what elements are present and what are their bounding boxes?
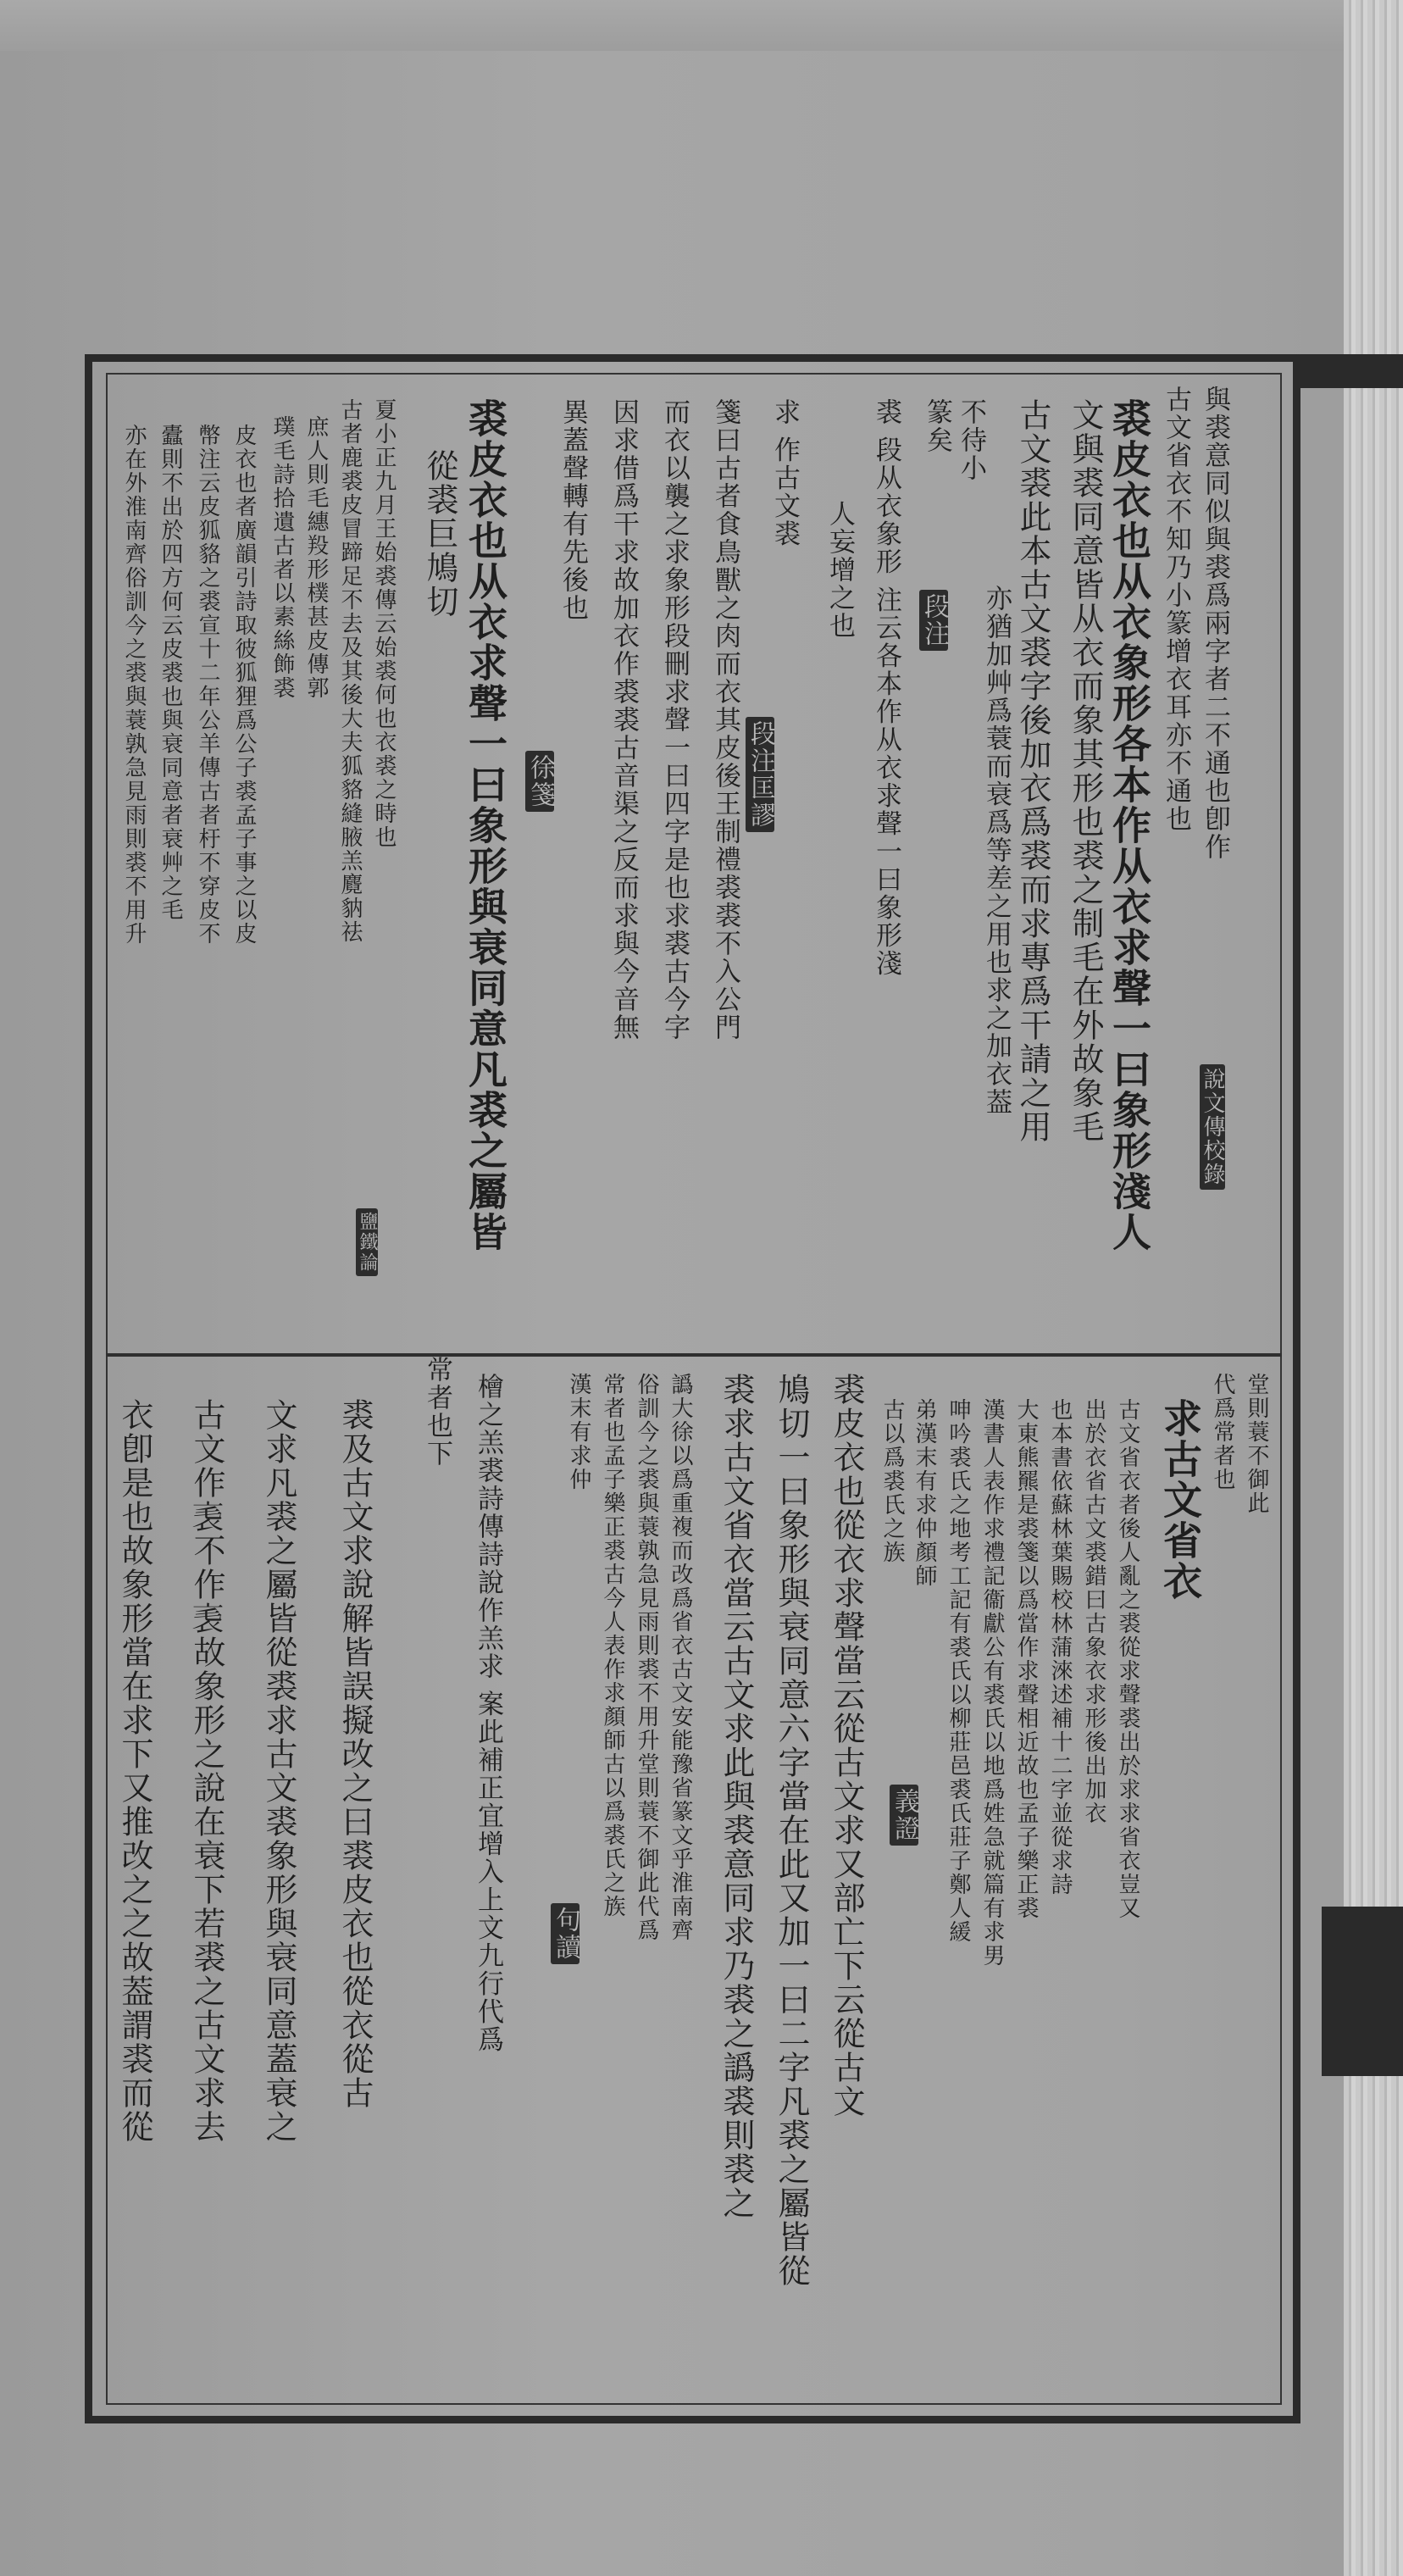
lower-col-2: 代爲常者也	[1210, 1373, 1235, 1491]
lower-col-3: 求古文省衣	[1157, 1398, 1203, 1602]
upper-col-12: 裘皮衣也从衣求聲一曰象形與衰同意凡裘之屬皆	[463, 398, 508, 1252]
upper-col-14: 夏小正九月王始裘傳云始裘何也衣裘之時也	[371, 398, 396, 849]
upper-col-18: 皮衣也者廣韻引詩取彼狐狸爲公子裘孟子事之以皮	[231, 424, 257, 946]
lower-col-22: 文求凡裘之屬皆從裘求古文裘象形與衰同意蓋衰之	[260, 1398, 297, 2144]
lower-col-1: 堂則蓑不御此	[1244, 1373, 1269, 1515]
lower-col-10: 弟漢末有求仲顏師	[912, 1398, 937, 1588]
upper-col-15: 古者鹿裘皮冒蹄足不去及其後大夫狐貉縫腋羔麑豽祛	[337, 398, 363, 944]
lower-col-23: 古文作𧘝不作𧘝故象形之說在衰下若裘之古文求去	[188, 1398, 225, 2144]
upper-col-8: 箋曰古者食鳥獸之肉而衣其皮後王制禮裘裘不入公門	[710, 398, 740, 1041]
lower-col-9: 呻吟裘氏之地考工記有裘氏以柳莊邑裘氏莊子鄭人緩	[946, 1398, 971, 1944]
upper-col-5: 裘 段从衣象形 注云各本作从衣求聲一曰象形淺	[871, 398, 901, 978]
lower-col-16: 俗訓今之裘與蓑孰急見雨則裘不用升堂則蓑不御此代爲	[634, 1373, 659, 1942]
upper-col-3b: 亦猶加艸爲蓑而衰爲等差之用也求之加衣葢	[981, 585, 1012, 1116]
lower-col-18: 漢末有求仲	[566, 1373, 591, 1491]
top-right-line-2: 古文省衣不知乃小篆增衣耳亦不通也	[1161, 386, 1191, 833]
lower-col-20: 常者也下	[422, 1356, 452, 1468]
jiaozhu-badge: 段注匡謬	[746, 712, 774, 837]
judu-badge: 句讀	[551, 1898, 580, 1969]
upper-col-16: 庶人則毛繐羖形樸甚皮傳郭	[303, 415, 329, 700]
upper-col-19: 幣注云皮狐貉之裘宣十二年公羊傳古者杅不穿皮不	[195, 424, 220, 946]
lower-col-24: 衣卽是也故象形當在求下又推改之之故葢謂裘而從	[116, 1398, 153, 2144]
upper-col-11: 異蓋聲轉有先後也	[557, 398, 588, 622]
upper-col-10: 因求借爲干求故加衣作裘裘古音渠之反而求與今音無	[608, 398, 639, 1041]
upper-col-9: 而衣以襲之求象形段刪求聲一曰四字是也求裘古今字	[659, 398, 690, 1041]
lower-col-5: 出於衣省古文裘錯曰古象衣求形後出加衣	[1081, 1398, 1106, 1825]
yizheng-badge: 義證	[890, 1779, 918, 1851]
upper-col-4b: 篆矣	[922, 398, 952, 454]
lower-col-19: 檜之羔裘詩傳詩說作羔求 案此補正宜增入上文九行代爲	[473, 1373, 503, 2054]
lower-col-6: 也本書依蘇林葉賜校林蒲淶述補十二字並從求詩	[1047, 1398, 1073, 1896]
upper-col-20: 蠹則不出於四方何云皮裘也與衰同意者衰艸之毛	[158, 424, 183, 922]
lower-col-17: 常者也孟子樂正裘古今人表作求顏師古以爲裘氏之族	[600, 1373, 625, 1918]
page-top-margin	[0, 0, 1403, 51]
upper-col-7: 求 作古文裘	[769, 398, 800, 548]
lower-col-8: 漢書人表作求禮記衞獻公有裘氏以地爲姓急就篇有求男	[979, 1398, 1005, 1968]
upper-col-6: 人妄增之也	[824, 500, 855, 640]
upper-col-4: 不待小	[956, 398, 986, 482]
lower-col-21: 裘及古文求說解皆誤擬改之曰裘皮衣也從衣從古	[336, 1398, 374, 2110]
upper-col-21: 亦在外淮南齊俗訓今之裘與蓑孰急見雨則裘不用升	[121, 424, 147, 946]
top-right-line-1: 與裘意同似與裘爲兩字者二不通也卽作	[1200, 386, 1230, 861]
lower-col-14: 裘求古文省衣當云古文求此與裘意同求乃裘之譌裘則裘之	[718, 1373, 755, 2220]
upper-col-1: 裘皮衣也从衣象形各本作从衣求聲一曰象形淺人	[1106, 398, 1152, 1252]
lower-col-13: 鳩切一曰象形與衰同意六字當在此又加一曰二字凡裘之屬皆從	[773, 1373, 810, 2288]
duan-badge: 段注	[919, 585, 948, 656]
lower-col-15: 譌大徐以爲重複而改爲省衣古文安能豫省篆文乎淮南齊	[668, 1373, 693, 1942]
tielun-badge: 鹽鐵論	[356, 1203, 378, 1281]
section-divider	[106, 1353, 1282, 1357]
page-tab-top	[1296, 354, 1403, 388]
lower-col-11: 古以爲裘氏之族	[879, 1398, 905, 1564]
page-tab-bottom	[1322, 1907, 1403, 2076]
upper-col-13: 從裘巨鳩切	[421, 449, 458, 619]
upper-col-3: 古文裘此本古文裘字後加衣爲裘而求專爲干請之用	[1014, 398, 1051, 1144]
lower-col-7: 大東熊羆是裘箋以爲當作求聲相近故也孟子樂正裘	[1013, 1398, 1039, 1920]
lower-col-4: 古文省衣者後人亂之裘從求聲裘出於求求省衣豈又	[1115, 1398, 1140, 1920]
upper-col-2: 文與裘同意皆从衣而象其形也裘之制毛在外故象毛	[1067, 398, 1104, 1144]
upper-col-17: 璞毛詩拾遺古者以素絲飾裘	[269, 415, 295, 700]
lower-col-12: 裘皮衣也從衣求聲當云從古文求又部亡下云從古文	[828, 1373, 865, 2118]
top-right-badge: 說文傳校錄	[1200, 1059, 1225, 1195]
xujian-badge: 徐箋	[525, 746, 554, 817]
